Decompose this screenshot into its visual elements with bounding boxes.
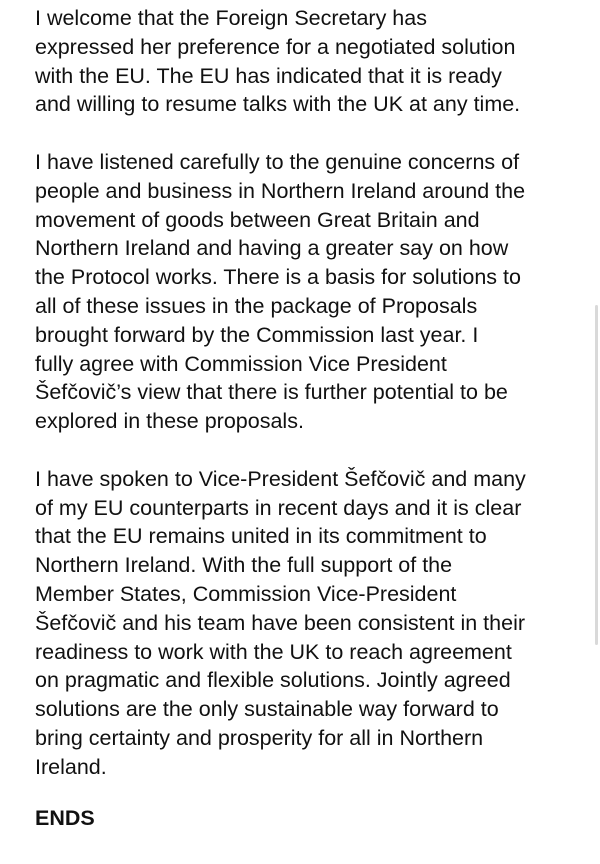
text-line: Šefčovič’s view that there is further potential to be [35, 380, 508, 405]
text-line: with the EU. The EU has indicated that it is ready [35, 63, 502, 88]
text-line: explored in these proposals. [35, 409, 304, 434]
paragraph-concerns [35, 148, 595, 436]
text-line: that the EU remains united in its commitment to [35, 524, 487, 549]
text-line: solutions are the only sustainable way forward to [35, 697, 499, 722]
text-line: and willing to resume talks with the UK at any time. [35, 92, 521, 117]
text-line: all of these issues in the package of Proposals [35, 293, 478, 318]
ends-marker: ENDS [35, 805, 95, 830]
paragraph-welcome [35, 4, 595, 119]
text-line: Šefčovič and his team have been consistent in their [35, 610, 526, 635]
text-line: I welcome that the Foreign Secretary has [35, 6, 427, 30]
text-line: fully agree with Commission Vice President [35, 351, 447, 376]
text-line: bring certainty and prosperity for all in Northern [35, 725, 484, 750]
text-line: movement of goods between Great Britain and [35, 207, 480, 232]
text-line: readiness to work with the UK to reach agreement [35, 639, 512, 664]
text-line: brought forward by the Commission last year. I [35, 322, 479, 347]
text-line: on pragmatic and flexible solutions. Jointly agreed [35, 668, 511, 693]
text-line: Ireland. [35, 754, 107, 779]
text-line: I have listened carefully to the genuine concerns of [35, 149, 520, 174]
paragraph-commitment [35, 465, 595, 782]
paragraph-spacer [35, 436, 595, 465]
text-line: of my EU counterparts in recent days and it is clear [35, 495, 522, 520]
statement-document [35, 4, 595, 832]
text-line: I have spoken to Vice-President Šefčovič and many [35, 466, 526, 491]
text-line: Northern Ireland. With the full support of the [35, 553, 453, 578]
text-line: Northern Ireland and having a greater say on how [35, 236, 509, 261]
text-line: expressed her preference for a negotiated solution [35, 34, 516, 59]
text-line: the Protocol works. There is a basis for solutions to [35, 265, 521, 290]
paragraph-spacer [35, 119, 595, 148]
text-line: Member States, Commission Vice-President [35, 581, 457, 606]
scrollbar[interactable] [595, 305, 598, 645]
text-line: people and business in Northern Ireland around the [35, 178, 526, 203]
